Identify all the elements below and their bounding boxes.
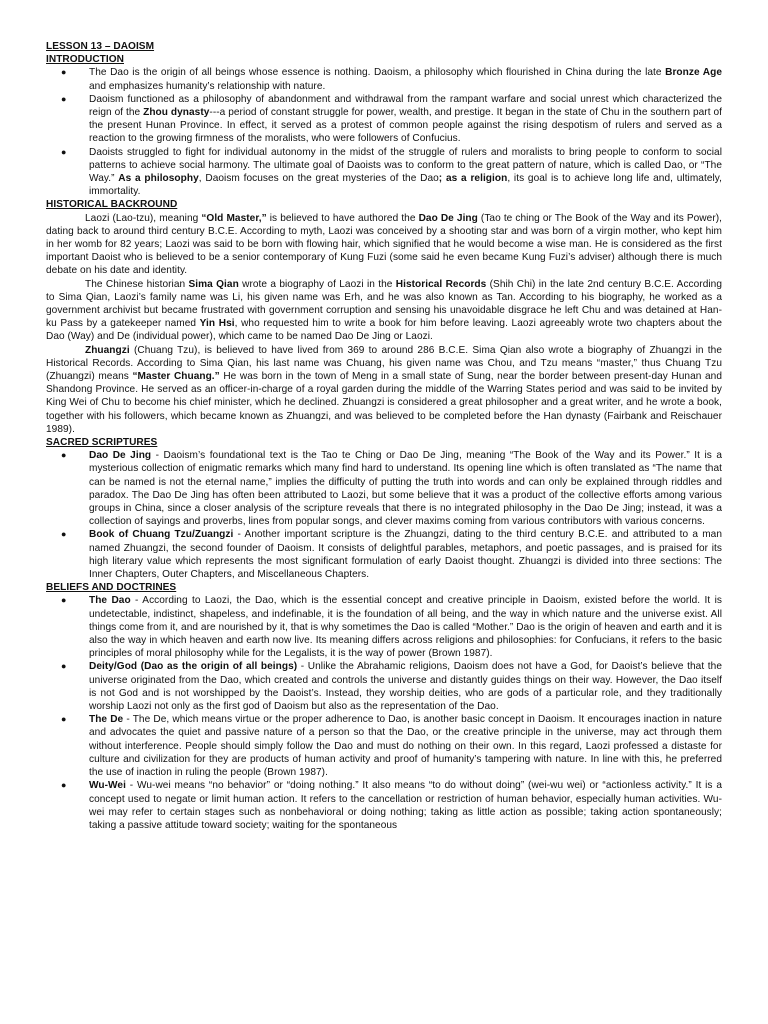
text-run: The Chinese historian	[85, 278, 189, 290]
bullet-item	[46, 146, 722, 199]
section-heading-beliefs-and-doctrines: BELIEFS AND DOCTRINES	[46, 582, 177, 594]
text-run: Daoism functioned as a philosophy of abandonment and withdrawal from the rampant warfare and social unrest which characterized the reign of the	[89, 93, 722, 118]
bullet-dot-icon: ●	[61, 93, 67, 104]
bold-text-run: The De	[89, 714, 124, 726]
bullet-item	[46, 779, 722, 832]
text-run: and emphasizes humanity’s relationship with nature.	[89, 80, 326, 92]
bullet-dot-icon: ●	[61, 146, 67, 157]
bullet-dot-icon: ●	[61, 714, 67, 725]
bold-text-run: Book of Chuang Tzu/Zuangzi	[89, 529, 234, 541]
body-paragraph	[46, 212, 722, 278]
bullet-item	[46, 594, 722, 660]
bullet-dot-icon: ●	[61, 780, 67, 791]
bullet-dot-icon: ●	[61, 661, 67, 672]
text-run: Laozi (Lao-tzu), meaning	[85, 212, 202, 224]
bullet-item	[46, 449, 722, 528]
lesson-title: LESSON 13 – DAOISM	[46, 41, 155, 52]
text-run: - Another important scripture is the Zhuangzi, dating to the third century B.C.E. and attributed to a man named Zhuangzi, the second founder of Daoism. It consists of delightful parables, metaphors, and poetic passages, and is praised for its high literary value which represents the most significant formulation of early Daoist thought. Zhuangzi is divided into three sections: The Inner Chapters, Outer Chapters, and Miscellaneous Chapters.	[89, 529, 722, 581]
bold-text-run: Sima Qian	[188, 278, 239, 290]
bullet-dot-icon: ●	[61, 67, 67, 78]
bullet-item	[46, 66, 722, 92]
text-run: He was born in the town of Meng in a small state of Sung, near the border between present-day Hunan and Shandong Province. He served as an officer-in-charge of a royal garden during the middle of the Warring States period and was said to be invited by King Wei of Chu to become his chief minister, which he declined. Zhuangzi is considered a great philosopher and a great writer, and he wrote a book, together with his followers, which became known as Zhuangzi, and was believed to be completed before the Han dynasty (Fairbank and Reischauer 1989).	[46, 371, 722, 435]
introduction-bullet-list	[46, 66, 722, 198]
bold-text-run: “Master Chuang.”	[132, 371, 220, 383]
text-run: - According to Laozi, the Dao, which is the essential concept and creative principle in Daoism, existed before the world. It is undetectable, indistinct, shapeless, and indefinable, it is the foundation of all being, and the way in which nature and the universe exist. All things come from it, and are nourished by it, that is why sometimes the Dao is called “Mother.” Dao is the origin of heaven and earth and it is also the way in which heaven and earth now live. Its meaning differs across religions and philosophies: for Confucians, it refers to the basic principles of moral philosophy while for the Legalists, it is the way of power (Brown 1987).	[89, 595, 722, 660]
text-run: (Chuang Tzu), is believed to have lived from 369 to around 286 B.C.E. Sima Qian also wrote a biography of Zhuangzi in the Historical Records. According to Sima Qian, his last name was Chuang, his given name was Chou, and Tzu means “master,” thus Chuang Tzu (Zhuangzi) means	[46, 344, 722, 383]
bullet-item	[46, 660, 722, 713]
text-run: - The De, which means virtue or the proper adherence to Dao, is another basic concept in Daoism. It encourages inaction in nature and advocates the quiet and passive nature of a person so that the Dao, or the creative principle in the universe, may act through them without interference. People should simply follow the Dao and must do nothing on their own. In this regard, Laozi professed a distaste for culture and civilization for they are products of human activity and proof of humanity’s tampering with nature. In line with this, he preferred the use of inaction in ruling the people (Brown 1987).	[89, 714, 723, 779]
bold-text-run: Wu-Wei	[89, 780, 126, 792]
text-run: - Unlike the Abrahamic religions, Daoism does not have a God, for Daoist’s believe that the universe originated from the Dao, which created and controls the universe and distantly guides things on their way. However, the Dao itself is not God and is not worshipped by the Daoist’s. Instead, they worship deities, who are gods of a particular role, and they traditionally worship Laozi not only as the first god of Daoism but also as the representation of the Dao.	[89, 661, 722, 713]
bold-text-run: “Old Master,”	[201, 212, 267, 224]
text-run: , who requested him to write a book for him before leaving. Laozi agreeably wrote two chapters about the Dao (Way) and De (individual power), which came to be named Dao De Jing or Laozi.	[46, 318, 722, 343]
bold-text-run: Dao De Jing	[89, 450, 152, 462]
text-run: is believed to have authored the	[266, 212, 419, 224]
text-run: Daoists struggled to fight for individual autonomy in the midst of the struggle of rulers and moralists to bring people to conform to social patterns to achieve social harmony. The ultimate goal of Daoists was to conform to the great pattern of nature, which is called Dao, or “The Way.”	[89, 146, 722, 184]
bold-text-run: The Dao	[89, 595, 131, 607]
section-heading-historical-background: HISTORICAL BACKROUND	[46, 199, 178, 211]
text-run: wrote a biography of Laozi in the	[238, 278, 396, 290]
section-heading-sacred-scriptures: SACRED SCRIPTURES	[46, 437, 158, 449]
bullet-dot-icon: ●	[61, 595, 67, 606]
section-heading-introduction: INTRODUCTION	[46, 54, 124, 66]
text-run: , Daoism focuses on the great mysteries of the Dao	[198, 173, 439, 184]
bold-text-run: Zhou dynasty	[143, 106, 210, 118]
text-run: (Tao te ching or The Book of the Way and its Power), dating back to around third century B.C.E. According to myth, Laozi was conceived by a shooting star and was born of a virgin mother, who kept him in her womb for 82 years; Laozi was said to be born with flowing hair, which signified that he would become a wise man. He is considered as the first important Daoist who is believed to be a senior contemporary of Kung Fuzi (some said he even became Kung Fuzi’s adviser) although there is much debate on his date and identity.	[46, 212, 722, 277]
body-paragraph	[46, 344, 722, 436]
text-run: , its goal is to achieve long life and, ultimately, immortality.	[89, 173, 722, 198]
body-paragraph	[46, 278, 722, 344]
bold-text-run: Bronze Age	[665, 67, 722, 79]
bold-text-run: Historical Records	[395, 278, 487, 290]
bold-text-run: ; as a religion	[438, 173, 508, 184]
bold-text-run: Yin Hsi	[199, 318, 235, 330]
text-run: ---a period of constant struggle for power, wealth, and prestige. It began in the state of Chu in the southern part of the present Hunan Province. In effect, it served as a protest of common people against the rising despotism of rulers and served as a reaction to the growing firmness of the moralists, who were followers of Confucius.	[89, 106, 722, 145]
text-run: The Dao is the origin of all beings whose essence is nothing. Daoism, a philosophy which flourished in China during the late	[89, 67, 666, 79]
bullet-item	[46, 713, 722, 779]
text-run: - Daoism’s foundational text is the Tao te Ching or Dao De Jing, meaning “The Book of the Way and its Power.” It is a mysterious collection of enigmatic remarks which many find hard to understand. Its opening line which is often translated as “The name that can be named is not the eternal name,” implies the difficulty of putting the truth into words and can only be explained through riddles and paradox. The Dao De Jing has often been attributed to Laozi, but some believe that it was a product of the collective efforts among various groups in China, since a closer analysis of the scripture reveals that there is no integrated philosophy in the Dao De Jing; instead, it was a collection of sayings and proverbs, lines from popular songs, and clever maxims coming from various contributors with various concerns.	[89, 450, 722, 528]
bullet-dot-icon: ●	[61, 450, 67, 461]
sacred-scriptures-bullet-list	[46, 449, 722, 581]
bold-text-run: Zhuangzi	[85, 344, 130, 356]
beliefs-bullet-list	[46, 594, 722, 832]
bullet-item	[46, 528, 722, 581]
text-run: (Shih Chi) in the late 2nd century B.C.E. According to Sima Qian, Laozi’s family name was Li, his given name was Erh, and he was also known as Tan. According to his biography, he worked as a government archivist but became frustrated with government corruption and sensing his unavoidable disgrace he left Chu and was detained at Han-ku Pass by a gatekeeper named	[46, 278, 723, 330]
bold-text-run: Deity/God (Dao as the origin of all beings)	[89, 661, 298, 673]
bullet-dot-icon: ●	[61, 529, 67, 540]
text-run: - Wu-wei means “no behavior” or “doing nothing.” It also means “to do without doing” (wei-wu wei) or “actionless activity.” It is a concept used to negate or limit human action. It refers to the cancellation or restriction of human behavior, especially human activities. Wu-wei may refer to certain stages such as nonbehavioral or doing nothing; taking as little action as possible; taking action spontaneously; taking a passive attitude toward society; waiting for the spontaneous	[89, 780, 722, 831]
bullet-item	[46, 93, 722, 146]
bold-text-run: As a philosophy	[118, 173, 199, 184]
bold-text-run: Dao De Jing	[418, 212, 478, 224]
historical-background-paragraphs	[46, 212, 722, 436]
